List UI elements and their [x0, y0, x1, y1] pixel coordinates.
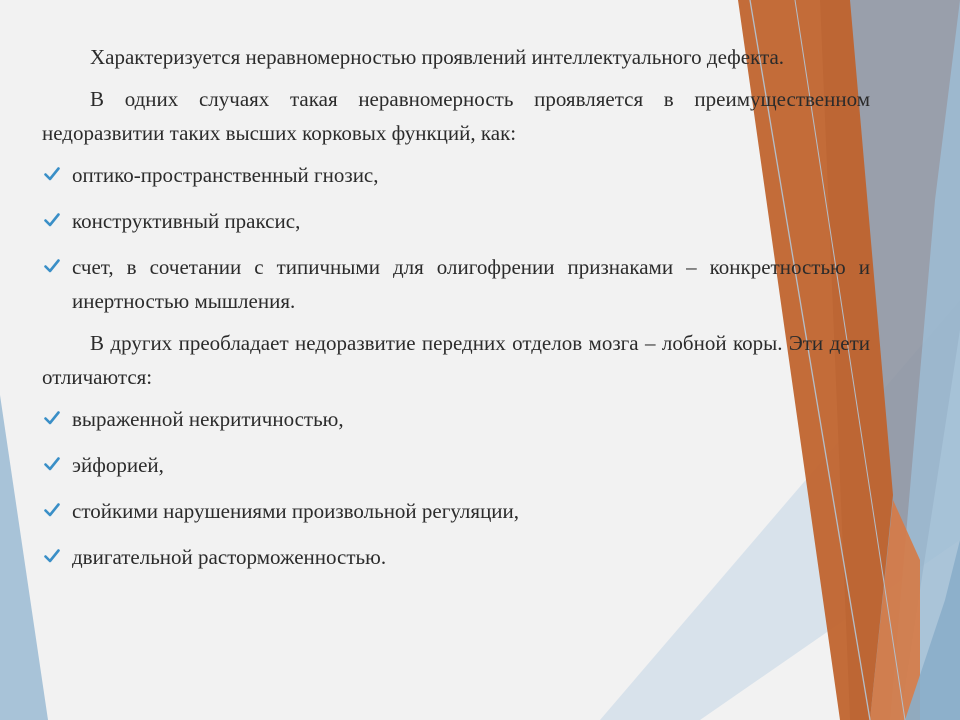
list-item	[42, 448, 870, 482]
list-item-text: конструктивный праксис,	[72, 209, 301, 233]
left-blue-shard	[0, 395, 48, 720]
list-item	[42, 402, 870, 436]
list-item	[42, 494, 870, 528]
checkmark-icon	[44, 259, 60, 273]
checkmark-icon	[44, 457, 60, 471]
list-item	[42, 250, 870, 318]
list-item	[42, 204, 870, 238]
checkmark-icon	[44, 411, 60, 425]
slide-body	[42, 40, 870, 582]
list-item	[42, 158, 870, 192]
list-item-text: эйфорией,	[72, 453, 164, 477]
paragraph-intro: Характеризуется неравномерностью проявлений интеллектуального дефекта.	[90, 45, 785, 69]
bullet-list-cortical-functions	[42, 158, 870, 318]
paragraph-first-case: В одних случаях такая неравномерность проявляется в преимущественном недоразвитии таких высших корковых функций, как:	[42, 87, 870, 145]
list-item-text: выраженной некритичностью,	[72, 407, 344, 431]
checkmark-icon	[44, 503, 60, 517]
list-item-text: оптико-пространственный гнозис,	[72, 163, 379, 187]
list-item	[42, 540, 870, 574]
list-item-text: стойкими нарушениями произвольной регуляции,	[72, 499, 520, 523]
list-item-text: счет, в сочетании с типичными для олигофрении признаками – конкретностью и инертностью мышления.	[72, 255, 870, 313]
bullet-list-frontal-traits	[42, 402, 870, 574]
paragraph-second-case: В других преобладает недоразвитие передних отделов мозга – лобной коры. Эти дети отличаются:	[42, 331, 870, 389]
checkmark-icon	[44, 213, 60, 227]
checkmark-icon	[44, 167, 60, 181]
list-item-text: двигательной расторможенностью.	[72, 545, 387, 569]
checkmark-icon	[44, 549, 60, 563]
